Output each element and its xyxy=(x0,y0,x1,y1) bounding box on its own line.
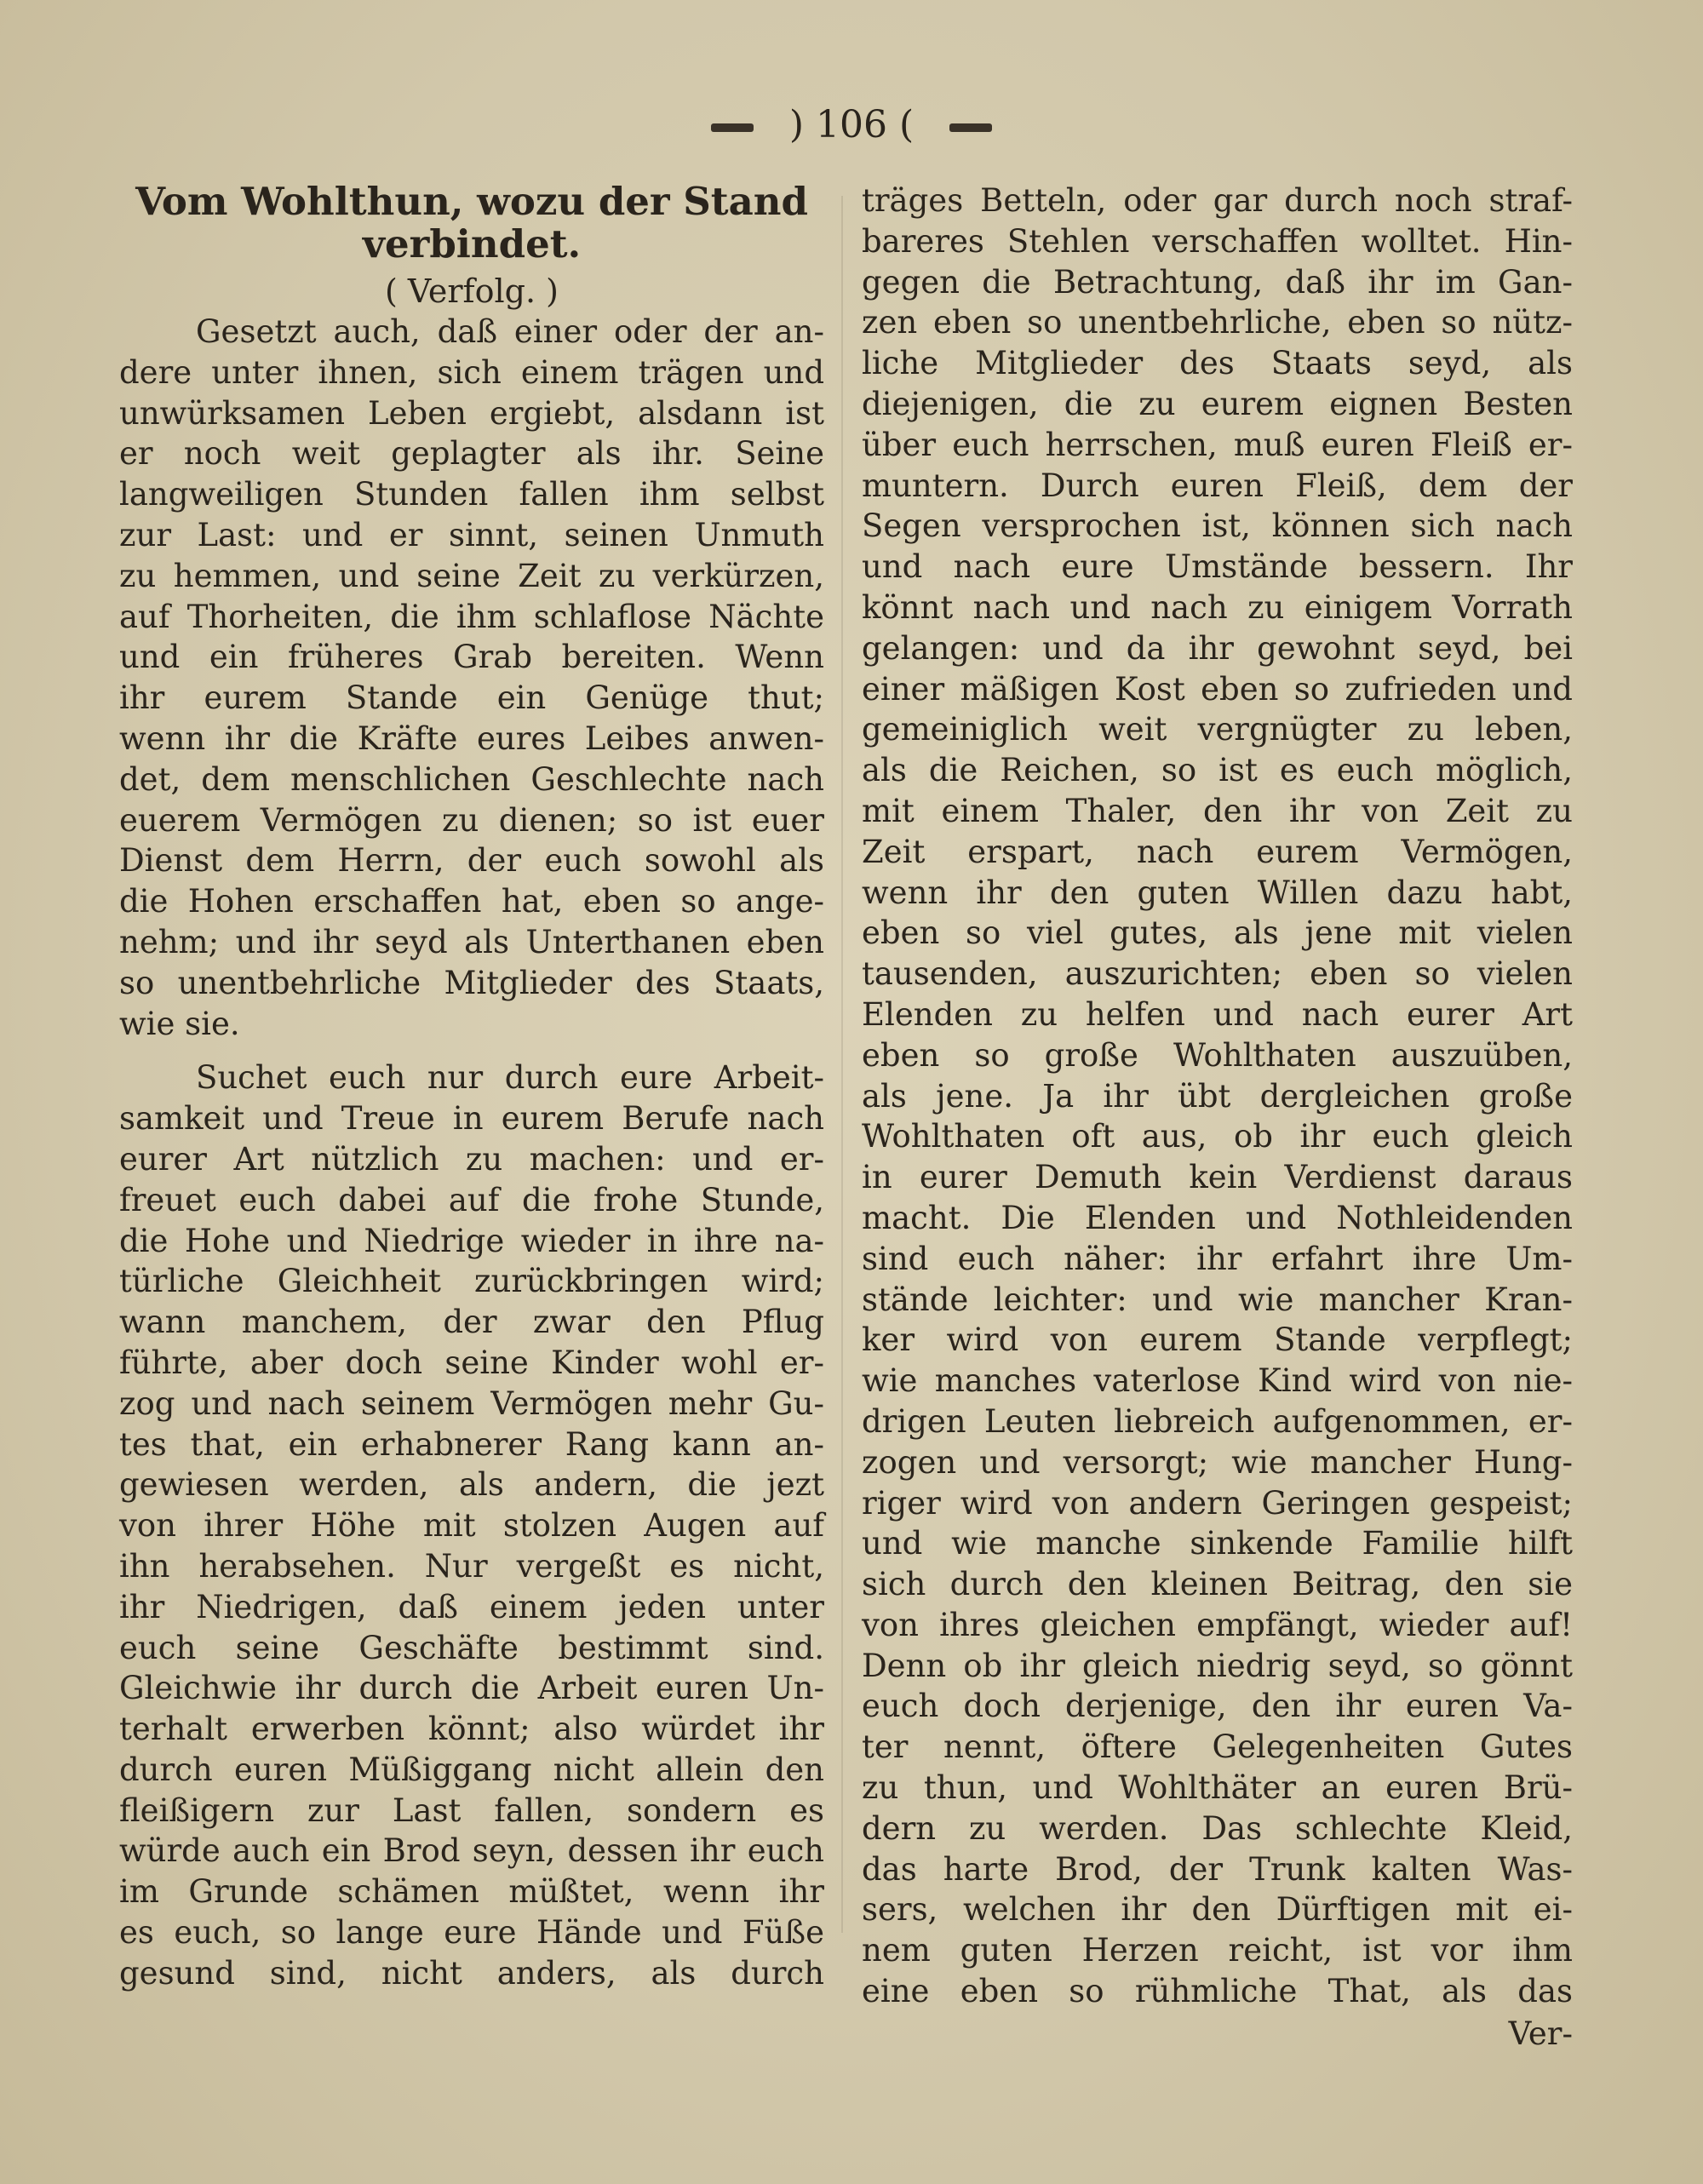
right-column-text xyxy=(862,181,1573,2012)
text-line: Segen versprochen ist, können sich nach xyxy=(862,507,1573,545)
text-line: gesund sind, nicht anders, als durch xyxy=(119,1954,824,1992)
text-line: zogen und versorgt; wie mancher Hung- xyxy=(862,1443,1573,1481)
text-line: liche Mitglieder des Staats seyd, als xyxy=(862,345,1573,382)
text-line: und ein früheres Grab bereiten. Wenn xyxy=(119,639,824,676)
text-line: langweiligen Stunden fallen ihm selbst xyxy=(119,476,824,513)
article-title: Vom Wohlthun, wozu der Stand verbindet. xyxy=(135,179,808,267)
text-line: könnt nach und nach zu einigem Vorrath xyxy=(862,588,1573,626)
catchword: Ver- xyxy=(1508,2015,1573,2052)
text-line: über euch herrschen, muß euren Fleiß er- xyxy=(862,426,1573,463)
text-line: ter nennt, öftere Gelegenheiten Gutes xyxy=(862,1728,1573,1766)
text-line: freuet euch dabei auf die frohe Stunde, xyxy=(119,1181,824,1218)
text-line: Zeit erspart, nach eurem Vermögen, xyxy=(862,833,1573,870)
text-line: würde auch ein Brod seyn, dessen ihr euch xyxy=(119,1832,824,1870)
text-line: mit einem Thaler, den ihr von Zeit zu xyxy=(862,792,1573,829)
page-header xyxy=(0,95,1703,155)
text-line: tausenden, auszurichten; eben so vielen xyxy=(862,955,1573,993)
text-line: das harte Brod, der Trunk kalten Was- xyxy=(862,1850,1573,1888)
text-line: wann manchem, der zwar den Pflug xyxy=(119,1304,824,1341)
text-line: im Grunde schämen müßtet, wenn ihr xyxy=(119,1873,824,1911)
text-line: gemeiniglich weit vergnügter zu leben, xyxy=(862,711,1573,748)
text-line: einer mäßigen Kost eben so zufrieden und xyxy=(862,670,1573,708)
text-line: det, dem menschlichen Geschlechte nach xyxy=(119,760,824,798)
text-line: zur Last: und er sinnt, seinen Unmuth xyxy=(119,516,824,553)
text-line: wie manches vaterlose Kind wird von nie- xyxy=(862,1362,1573,1400)
text-line: sind euch näher: ihr erfahrt ihre Um- xyxy=(862,1240,1573,1277)
text-line: in eurer Demuth kein Verdienst daraus xyxy=(862,1159,1573,1196)
text-line: die Hohe und Niedrige wieder in ihre na- xyxy=(119,1222,824,1259)
text-line: muntern. Durch euren Fleiß, dem der xyxy=(862,467,1573,504)
text-line: drigen Leuten liebreich aufgenommen, er- xyxy=(862,1402,1573,1440)
text-line: zu thun, und Wohlthäter an euren Brü- xyxy=(862,1769,1573,1807)
text-line: bareres Stehlen verschaffen wolltet. Hin- xyxy=(862,222,1573,260)
text-line: tes that, ein erhabnerer Rang kann an- xyxy=(119,1425,824,1463)
text-line: Dienst dem Herrn, der euch sowohl als xyxy=(119,842,824,880)
article-subtitle: ( Verfolg. ) xyxy=(385,272,559,310)
column-gutter xyxy=(841,196,843,1933)
text-line: samkeit und Treue in eurem Berufe nach xyxy=(119,1100,824,1138)
paragraph-gap xyxy=(119,1044,824,1058)
text-line: euerem Vermögen zu dienen; so ist euer xyxy=(119,801,824,839)
text-line: und nach eure Umstände bessern. Ihr xyxy=(862,548,1573,586)
text-line: von ihres gleichen empfängt, wieder auf! xyxy=(862,1606,1573,1643)
text-line: gewiesen werden, als andern, die jezt xyxy=(119,1466,824,1504)
text-line: eben so viel gutes, als jene mit vielen xyxy=(862,914,1573,952)
text-line: Gesetzt auch, daß einer oder der an- xyxy=(196,313,824,350)
text-line: er noch weit geplagter als ihr. Seine xyxy=(119,435,824,473)
text-line: durch euren Müßiggang nicht allein den xyxy=(119,1751,824,1788)
text-line: Elenden zu helfen und nach eurer Art xyxy=(862,995,1573,1033)
text-line: türliche Gleichheit zurückbringen wird; xyxy=(119,1263,824,1300)
left-column xyxy=(119,181,824,1994)
text-line: wie sie. xyxy=(119,1005,240,1042)
text-line: wenn ihr die Kräfte eures Leibes anwen- xyxy=(119,719,824,757)
text-line: zu hemmen, und seine Zeit zu verkürzen, xyxy=(119,557,824,594)
header-rule-right xyxy=(949,123,992,132)
text-line: eben so große Wohlthaten auszuüben, xyxy=(862,1036,1573,1074)
text-line: und wie manche sinkende Familie hilft xyxy=(862,1525,1573,1562)
text-line: von ihrer Höhe mit stolzen Augen auf xyxy=(119,1507,824,1545)
left-column-text xyxy=(119,312,824,1994)
text-line: führte, aber doch seine Kinder wohl er- xyxy=(119,1344,824,1381)
text-line: ker wird von eurem Stande verpflegt; xyxy=(862,1321,1573,1359)
text-line: stände leichter: und wie mancher Kran- xyxy=(862,1281,1573,1318)
text-line: Denn ob ihr gleich niedrig seyd, so gönnt xyxy=(862,1647,1573,1684)
text-line: nehm; und ihr seyd als Unterthanen eben xyxy=(119,923,824,960)
text-line: euch seine Geschäfte bestimmt sind. xyxy=(119,1629,824,1666)
text-line: wenn ihr den guten Willen dazu habt, xyxy=(862,874,1573,911)
text-line: euch doch derjenige, den ihr euren Va- xyxy=(862,1688,1573,1725)
page-number: ) 106 ( xyxy=(788,103,915,146)
text-line: als die Reichen, so ist es euch möglich, xyxy=(862,752,1573,789)
text-line: zog und nach seinem Vermögen mehr Gu- xyxy=(119,1384,824,1422)
text-line: ihr eurem Stande ein Genüge thut; xyxy=(119,679,824,717)
text-line: gelangen: und da ihr gewohnt seyd, bei xyxy=(862,629,1573,667)
text-line: gegen die Betrachtung, daß ihr im Gan- xyxy=(862,263,1573,301)
text-line: es euch, so lange eure Hände und Füße xyxy=(119,1914,824,1952)
text-line: sich durch den kleinen Beitrag, den sie xyxy=(862,1566,1573,1603)
text-line: fleißigern zur Last fallen, sondern es xyxy=(119,1791,824,1829)
text-line: Gleichwie ihr durch die Arbeit euren Un- xyxy=(119,1670,824,1707)
text-line: dere unter ihnen, sich einem trägen und xyxy=(119,353,824,391)
text-line: ihn herabsehen. Nur vergeßt es nicht, xyxy=(119,1547,824,1585)
header-rule-left xyxy=(711,123,754,132)
text-line: eurer Art nützlich zu machen: und er- xyxy=(119,1140,824,1178)
text-line: träges Betteln, oder gar durch noch straf- xyxy=(862,182,1573,219)
text-line: eine eben so rühmliche That, als das xyxy=(862,1973,1573,2010)
text-line: diejenigen, die zu eurem eignen Besten xyxy=(862,385,1573,422)
text-line: dern zu werden. Das schlechte Kleid, xyxy=(862,1809,1573,1847)
text-line: sers, welchen ihr den Dürftigen mit ei- xyxy=(862,1891,1573,1929)
text-line: auf Thorheiten, die ihm schlaflose Nächte xyxy=(119,598,824,635)
text-line: unwürksamen Leben ergiebt, alsdann ist xyxy=(119,394,824,432)
text-line: terhalt erwerben könnt; also würdet ihr xyxy=(119,1711,824,1748)
text-line: riger wird von andern Geringen gespeist; xyxy=(862,1484,1573,1522)
text-line: so unentbehrliche Mitglieder des Staats, xyxy=(119,964,824,1001)
text-line: die Hohen erschaffen hat, eben so ange- xyxy=(119,883,824,920)
text-line: Suchet euch nur durch eure Arbeit- xyxy=(196,1059,824,1097)
text-line: Wohlthaten oft aus, ob ihr euch gleich xyxy=(862,1118,1573,1155)
text-line: als jene. Ja ihr übt dergleichen große xyxy=(862,1077,1573,1115)
text-line: ihr Niedrigen, daß einem jeden unter xyxy=(119,1588,824,1625)
text-line: nem guten Herzen reicht, ist vor ihm xyxy=(862,1932,1573,1969)
right-column xyxy=(862,181,1573,2055)
text-line: zen eben so unentbehrliche, eben so nütz- xyxy=(862,304,1573,341)
text-line: macht. Die Elenden und Nothleidenden xyxy=(862,1199,1573,1236)
